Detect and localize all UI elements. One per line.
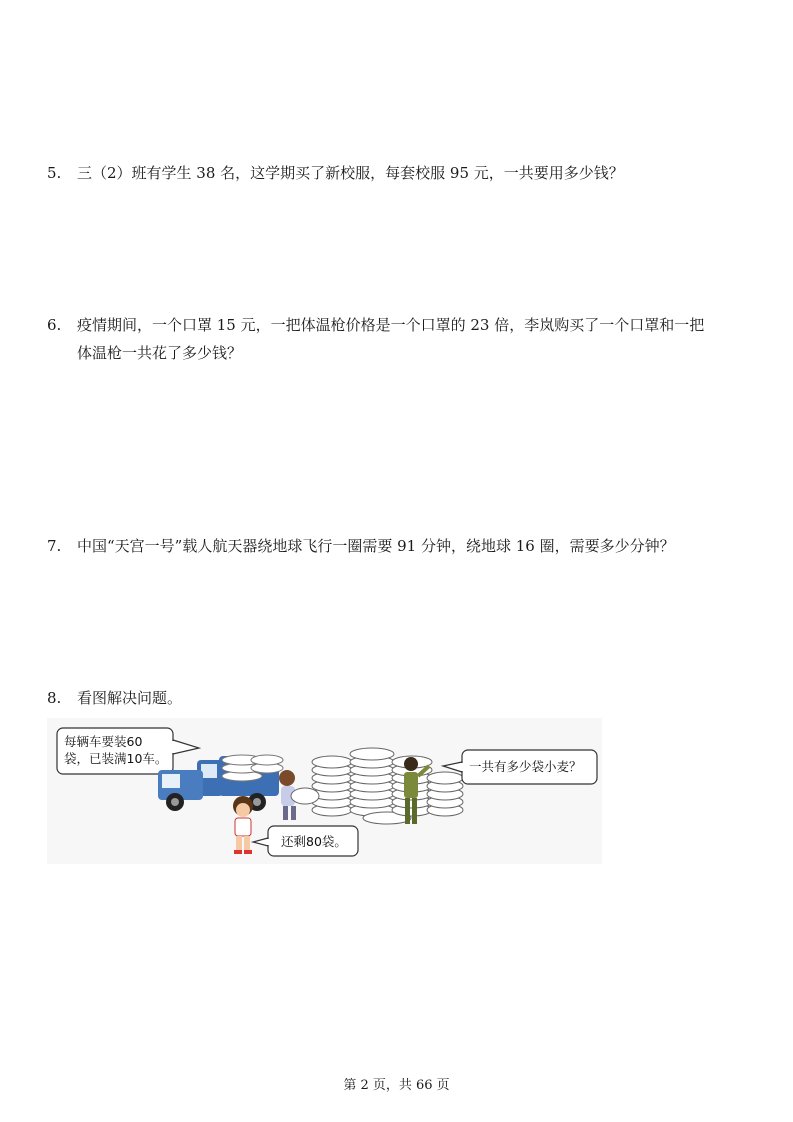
question-text-line-1: 疫情期间，一个口罩 15 元，一把体温枪价格是一个口罩的 23 倍，李岚购买了一个口罩和一把 — [77, 316, 705, 334]
truck-bubble-line-1: 每辆车要装60 — [64, 734, 143, 749]
page-footer: 第 2 页，共 66 页 — [343, 1078, 450, 1093]
question-speech-bubble: 一共有多少袋小麦？ — [469, 759, 582, 774]
remaining-speech-bubble: 还剩80袋。 — [281, 834, 347, 849]
question-number: 7. — [47, 537, 62, 555]
question-text: 三（2）班有学生 38 名，这学期买了新校服，每套校服 95 元，一共要用多少钱？ — [77, 164, 624, 182]
wheat-bags-illustration — [47, 718, 602, 864]
truck-bubble-line-2: 袋，已装满10车。 — [64, 751, 168, 766]
question-number: 6. — [47, 316, 62, 334]
truck-speech-bubble — [64, 733, 167, 767]
question-number: 8. — [47, 689, 62, 707]
question-text: 看图解决问题。 — [77, 689, 183, 707]
wheat-bag-stacks-icon — [312, 748, 463, 824]
question-number: 5. — [47, 164, 62, 182]
truck-icon — [158, 755, 283, 811]
question-text-line-2: 体温枪一共花了多少钱？ — [77, 344, 243, 362]
boy-icon — [233, 796, 253, 854]
question-text: 中国“天宫一号”载人航天器绕地球飞行一圈需要 91 分钟，绕地球 16 圈，需要多少分钟？ — [77, 537, 675, 555]
